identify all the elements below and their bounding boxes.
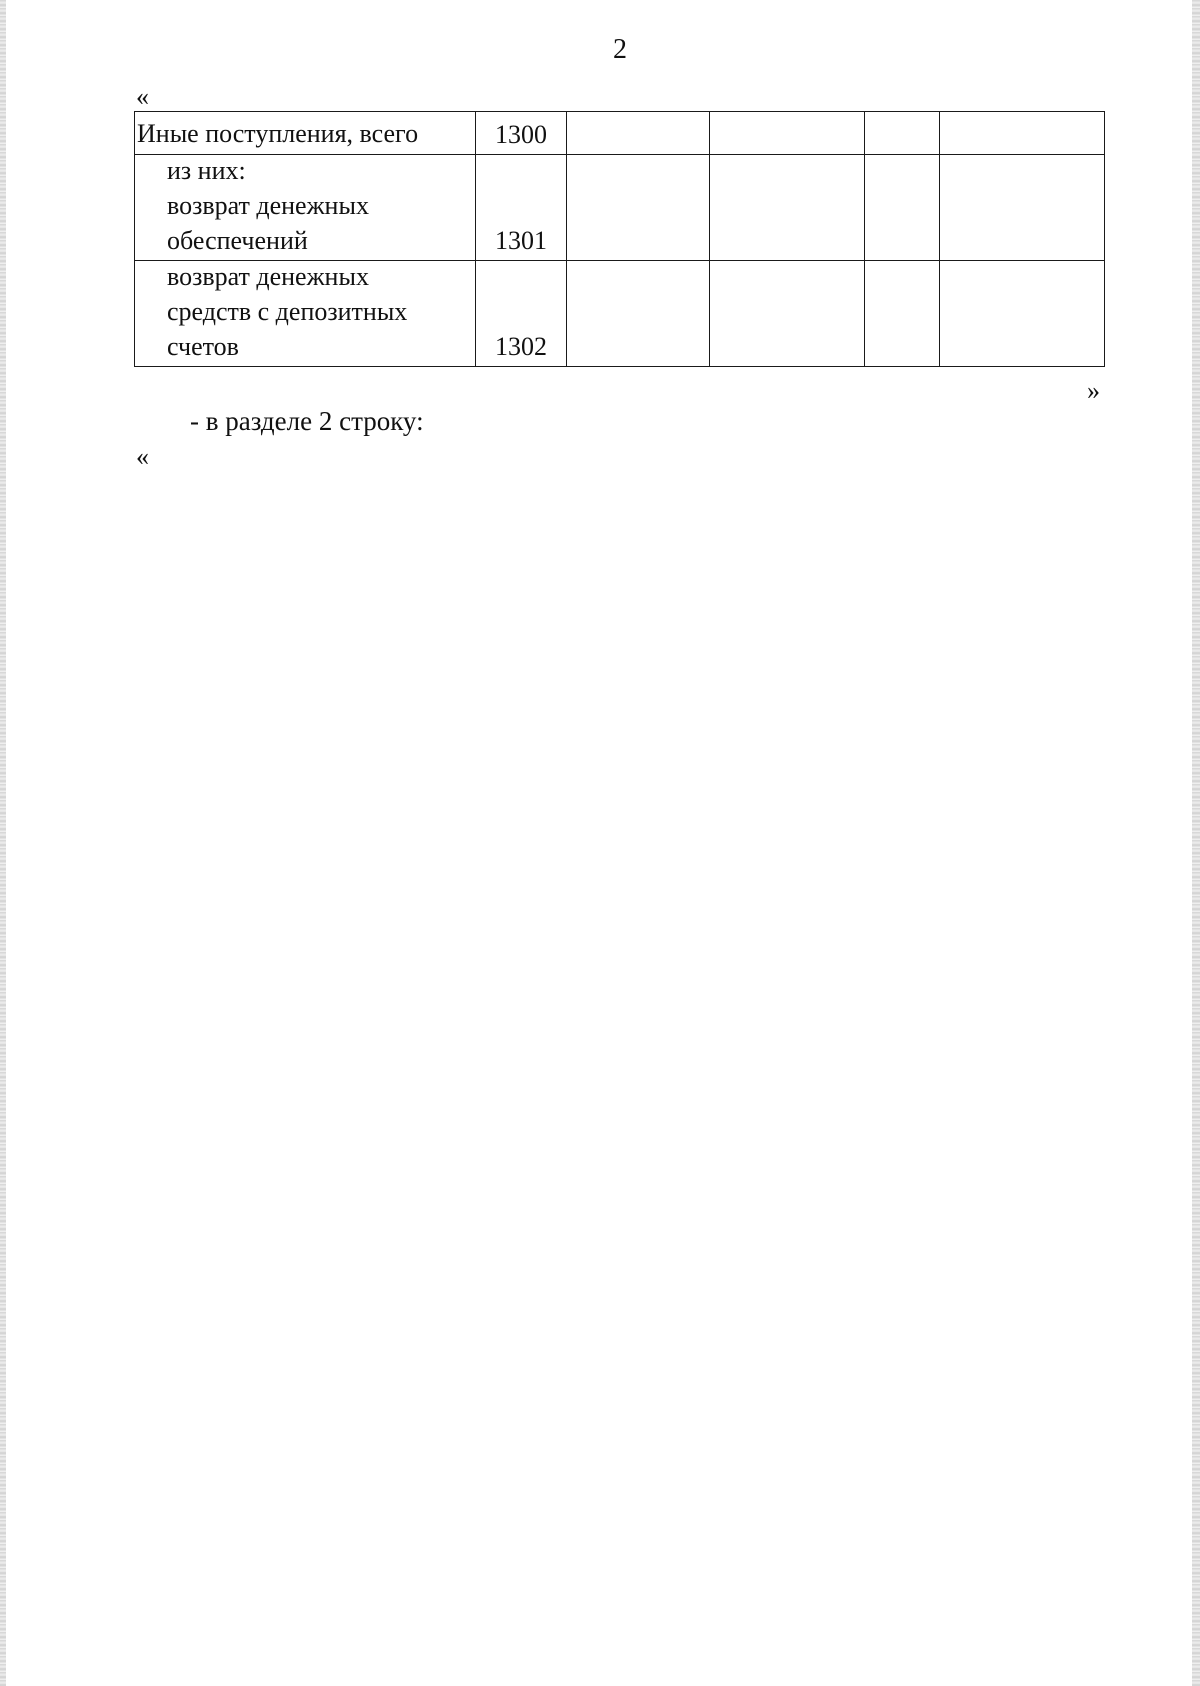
value-cell bbox=[865, 112, 940, 155]
row-name-line: обеспечений bbox=[167, 226, 308, 255]
row-name-line: счетов bbox=[167, 332, 239, 361]
row-code: 1301 bbox=[495, 226, 547, 255]
cash-receipts-table bbox=[134, 111, 1105, 367]
row-code-cell bbox=[476, 261, 567, 367]
row-code-cell bbox=[476, 112, 567, 155]
table-row bbox=[135, 261, 1105, 367]
row-name-cell bbox=[135, 155, 476, 261]
value-cell bbox=[710, 155, 865, 261]
row-name-cell bbox=[135, 261, 476, 367]
page-number: 2 bbox=[613, 34, 627, 65]
value-cell bbox=[865, 261, 940, 367]
row-code: 1300 bbox=[495, 120, 547, 149]
row-code: 1302 bbox=[495, 332, 547, 361]
row-name-line: средств с депозитных bbox=[167, 297, 408, 326]
table-row bbox=[135, 155, 1105, 261]
scan-edge-right bbox=[1192, 0, 1200, 1686]
opening-quote-mark: « bbox=[136, 82, 149, 111]
row-name-line: Иные поступления, всего bbox=[137, 119, 419, 148]
row-name-line: из них: bbox=[167, 156, 246, 185]
value-cell bbox=[567, 155, 710, 261]
row-code-cell bbox=[476, 155, 567, 261]
value-cell bbox=[710, 261, 865, 367]
row-name-line: возврат денежных bbox=[167, 191, 369, 220]
row-name-line: возврат денежных bbox=[167, 262, 369, 291]
value-cell bbox=[940, 261, 1105, 367]
value-cell bbox=[865, 155, 940, 261]
row-name-cell bbox=[135, 112, 476, 155]
value-cell bbox=[567, 261, 710, 367]
scan-edge-left bbox=[0, 0, 6, 1686]
section-instruction: - в разделе 2 строку: bbox=[190, 406, 424, 436]
opening-quote-mark: « bbox=[136, 442, 149, 471]
value-cell bbox=[940, 112, 1105, 155]
value-cell bbox=[710, 112, 865, 155]
value-cell bbox=[567, 112, 710, 155]
table-row bbox=[135, 112, 1105, 155]
closing-quote-mark: » bbox=[1087, 376, 1100, 405]
value-cell bbox=[940, 155, 1105, 261]
